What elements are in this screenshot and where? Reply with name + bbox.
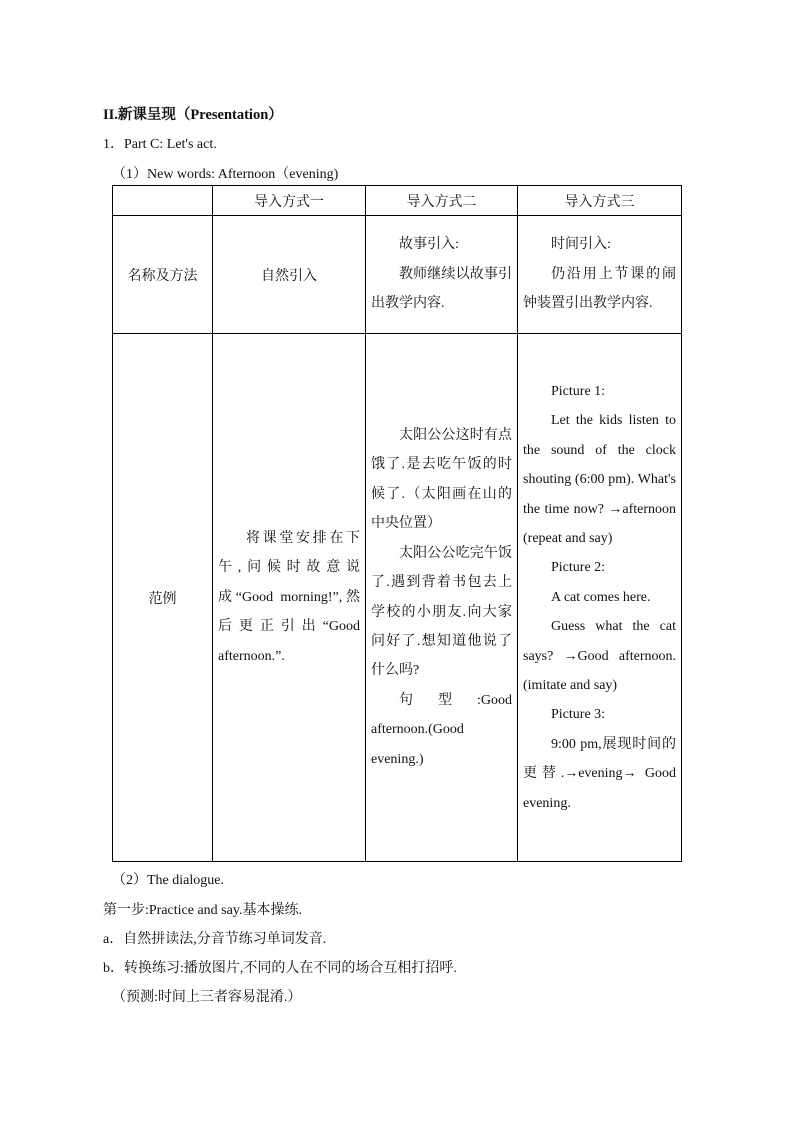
example-2-para-2: 太阳公公吃完午饭了.遇到背着书包去上学校的小朋友.向大家问好了.想知道他说了什么吗? bbox=[371, 545, 512, 679]
cell-natural-intro: 自然引入 bbox=[213, 216, 366, 334]
header-method-3: 导入方式三 bbox=[518, 186, 682, 216]
lesson-table bbox=[112, 185, 682, 862]
time-intro-desc: 仍沿用上节课的闹钟装置引出教学内容. bbox=[523, 266, 676, 312]
section-title: II.新课呈现（Presentation） bbox=[103, 107, 283, 123]
row-name-method bbox=[113, 216, 682, 334]
header-row bbox=[113, 186, 682, 216]
step-1: 第一步:Practice and say.基本操练. bbox=[103, 903, 302, 918]
picture-3-text: 9:00 pm,展现时间的更替.→evening→ Good evening. bbox=[523, 736, 676, 811]
story-intro-desc: 教师继续以故事引出教学内容. bbox=[371, 266, 512, 312]
picture-1-label: Picture 1: bbox=[551, 383, 606, 399]
header-method-1: 导入方式一 bbox=[213, 186, 366, 216]
cell-example-2 bbox=[366, 334, 518, 862]
time-intro-title: 时间引入: bbox=[551, 237, 611, 253]
item-1-sub: （1）New words: Afternoon（evening) bbox=[112, 167, 339, 182]
picture-3-label: Picture 3: bbox=[551, 707, 606, 723]
cell-example-1 bbox=[213, 334, 366, 862]
item-2: （2）The dialogue. bbox=[112, 873, 224, 888]
header-empty bbox=[113, 186, 213, 216]
row-examples bbox=[113, 334, 682, 862]
prediction-note: （预测:时间上三者容易混淆.） bbox=[112, 990, 302, 1005]
row-label-name-method: 名称及方法 bbox=[113, 216, 213, 334]
example-2-para-1: 太阳公公这时有点饿了.是去吃午饭的时候了.（太阳画在山的中央位置） bbox=[371, 428, 512, 532]
step-b: b．转换练习:播放图片,不同的人在不同的场合互相打招呼. bbox=[103, 961, 457, 976]
cell-story-intro bbox=[366, 216, 518, 334]
story-intro-title: 故事引入: bbox=[399, 237, 459, 253]
cell-example-3 bbox=[518, 334, 682, 862]
cell-time-intro bbox=[518, 216, 682, 334]
row-label-examples: 范例 bbox=[113, 334, 213, 862]
example-1-text: 将课堂安排在下午,问候时故意说成“Good morning!”,然后更正引出“Good afternoon.”. bbox=[218, 530, 360, 664]
picture-2-text-1: A cat comes here. bbox=[551, 589, 651, 605]
step-a: a．自然拼读法,分音节练习单词发音. bbox=[103, 932, 327, 947]
picture-2-label: Picture 2: bbox=[551, 560, 606, 576]
header-method-2: 导入方式二 bbox=[366, 186, 518, 216]
example-2-para-3: 句型:Good afternoon.(Good evening.) bbox=[371, 692, 512, 767]
picture-2-text-2: Guess what the cat says? →Good afternoon. (imitate and say) bbox=[523, 619, 676, 694]
item-1: 1．Part C: Let's act. bbox=[103, 137, 217, 152]
picture-1-text: Let the kids listen to the sound of the clock shouting (6:00 pm). What's the time now? →afternoon (repeat and say) bbox=[523, 413, 676, 546]
